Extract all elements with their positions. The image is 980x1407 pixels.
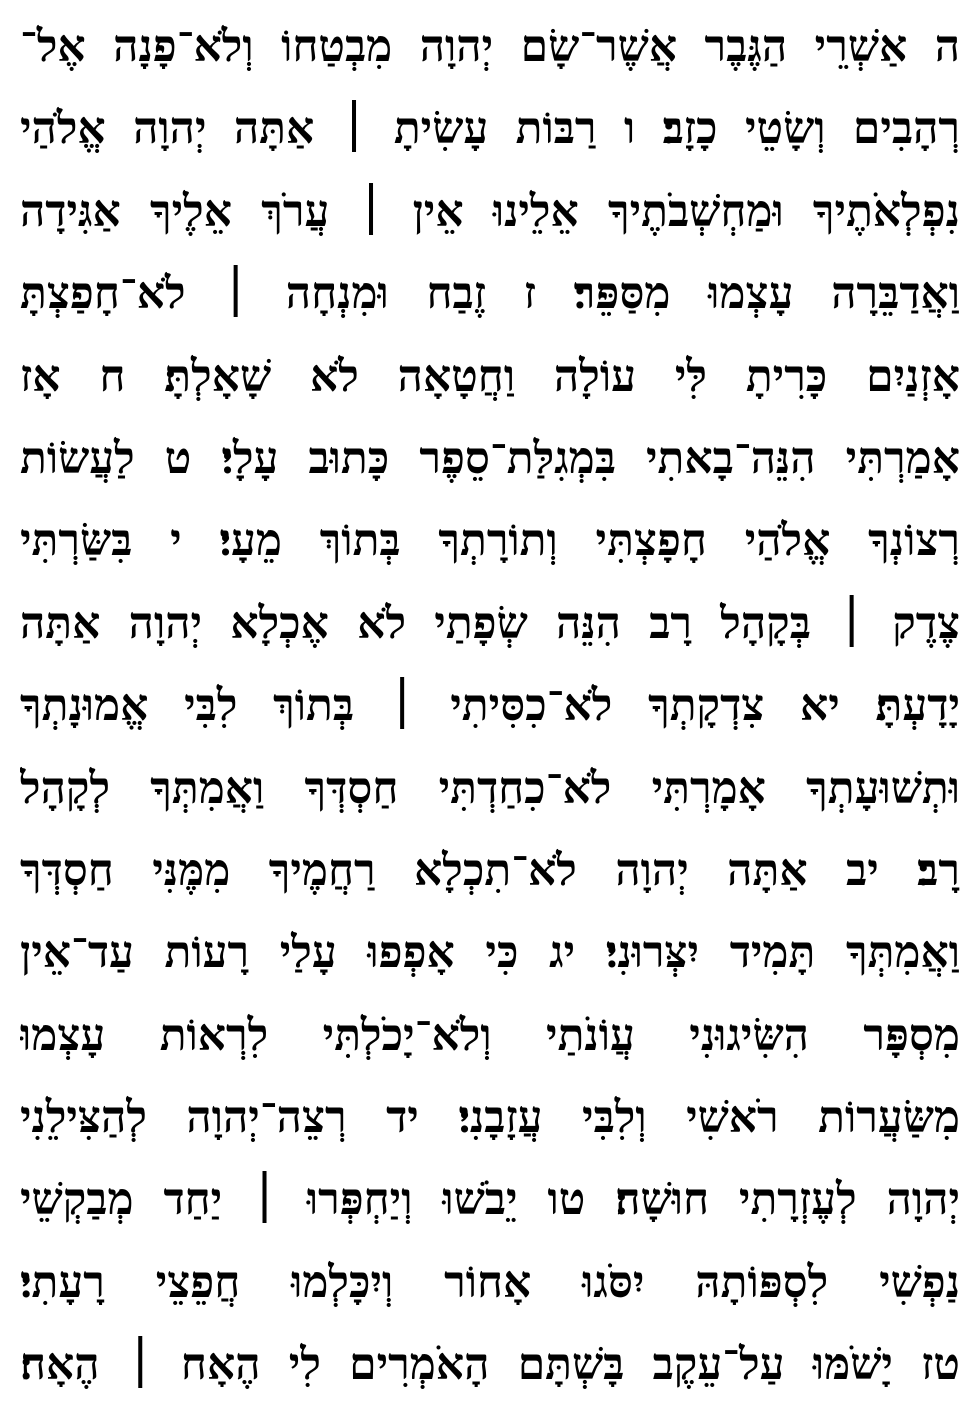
text-line-12: וַאֲמִתְּךָ תָּמִיד יִצְּרוּנִי׃ יג כִּי אָפְפוּ עָלַי רָעוֹת עַד־אֵין (20, 927, 960, 979)
text-line-15: יְהוָה לְעֶזְרָתִי חוּשָׁה׃ טו יֵבֹשׁוּ וְיַחְפְּרוּ ׀ יַחַד מְבַקְשֵׁי (20, 1174, 960, 1226)
text-line-2: רְהָבִים וְשָׂטֵי כָזָב׃ ו רַבּוֹת עָשִׂיתָ ׀ אַתָּה יְהוָה אֱלֹהַי (20, 103, 960, 155)
text-line-4: וַאֲדַבֵּרָה עָצְמוּ מִסַּפֵּר׃ ז זֶבַח וּמִנְחָה ׀ לֹא־חָפַצְתָּ (20, 268, 960, 320)
text-line-6: אָמַרְתִּי הִנֵּה־בָאתִי בִּמְגִלַּת־סֵפֶר כָּתוּב עָלָי׃ ט לַעֲשׂוֹת (20, 432, 960, 484)
text-line-16: נַפְשִׁי לִסְפּוֹתָהּ יִסֹּגוּ אָחוֹר וְיִכָּלְמוּ חֲפֵצֵי רָעָתִי׃ (20, 1256, 960, 1308)
text-line-1: ה אַשְׁרֵי הַגֶּבֶר אֲשֶׁר־שָׂם יְהוָה מִבְטַחוֹ וְלֹא־פָנָה אֶל־ (20, 21, 960, 72)
text-line-3: נִפְלְאֹתֶיךָ וּמַחְשְׁבֹתֶיךָ אֵלֵינוּ אֵין ׀ עֲרֹךְ אֵלֶיךָ אַגִּידָה (20, 185, 960, 237)
text-line-8: צֶדֶק ׀ בְּקָהָל רָב הִנֵּה שְׂפָתַי לֹא אֶכְלָא יְהוָה אַתָּה (20, 597, 960, 649)
text-line-9: יָדָעְתָּ׃ יא צִדְקָתְךָ לֹא־כִסִּיתִי ׀ בְּתוֹךְ לִבִּי אֱמוּנָתְךָ (20, 680, 960, 732)
text-line-11: רָב׃ יב אַתָּה יְהוָה לֹא־תִכְלָא רַחֲמֶיךָ מִמֶּנִּי חַסְדְּךָ (20, 844, 960, 896)
text-line-10: וּתְשׁוּעָתְךָ אָמָרְתִּי לֹא־כִחַדְתִּי חַסְדְּךָ וַאֲמִתְּךָ לְקָהָל (20, 762, 960, 814)
text-line-14: מִשַּׂעֲרוֹת רֹאשִׁי וְלִבִּי עֲזָבָנִי׃ יד רְצֵה־יְהוָה לְהַצִּילֵנִי (20, 1092, 960, 1144)
text-line-13: מִסְפָּר הִשִּׂיגוּנִי עֲוֹנֹתַי וְלֹא־יָכֹלְתִּי לִרְאוֹת עָצְמוּ (20, 1009, 960, 1061)
text-line-17: טז יָשֹׁמּוּ עַל־עֵקֶב בָּשְׁתָּם הָאֹמְרִים לִי הֶאָח ׀ הֶאָח׃ (20, 1339, 960, 1391)
text-line-5: אָזְנַיִם כָּרִיתָ לִּי עוֹלָה וַחֲטָאָה לֹא שָׁאָלְתָּ׃ ח אָז (20, 350, 960, 402)
text-line-7: רְצוֹנְךָ אֱלֹהַי חָפָצְתִּי וְתוֹרָתְךָ בְּתוֹךְ מֵעָי׃ י בִּשַּׂרְתִּי (20, 515, 960, 567)
